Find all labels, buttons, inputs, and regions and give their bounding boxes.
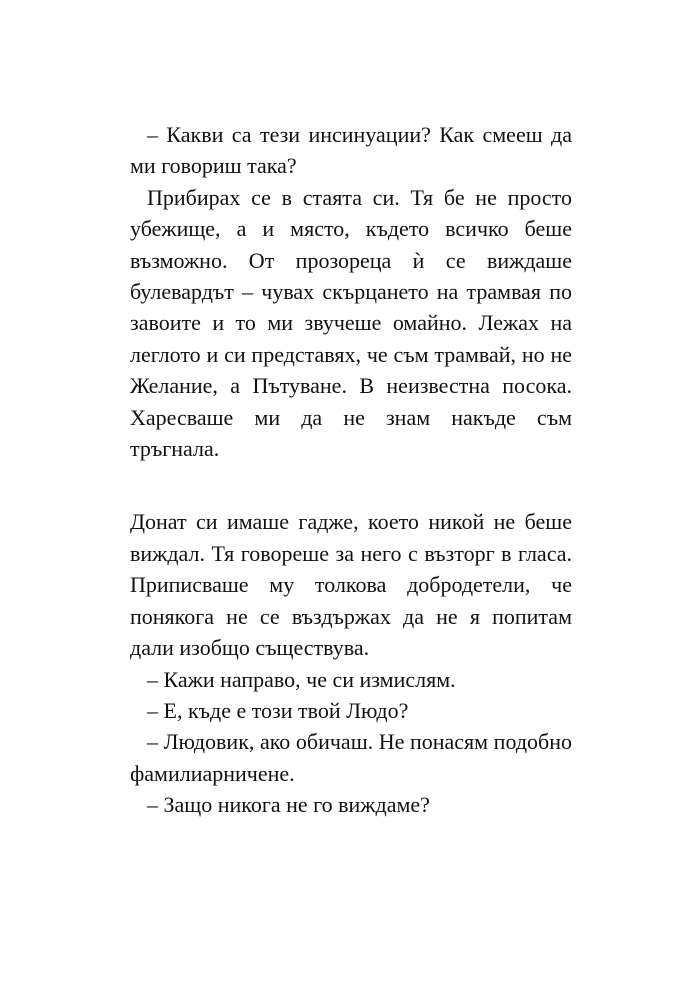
paragraph-donat: Донат си имаше гадже, което никой не беше виждал. Тя говореше за него с възторг в гласа. Приписваше му толкова добродетели, че понякога не се въздържах да не я попитам дали изобщо съществува. xyxy=(130,509,572,661)
paragraph-dialogue-4: – Людовик, ако обичаш. Не понасям подобно фамилиарничене. xyxy=(130,729,572,786)
section-break xyxy=(130,464,572,506)
paragraph-room: Прибирах се в стаята си. Тя бе не просто убежище, а и място, където всичко беше възможно. От прозореца ѝ се виждаше булевардът – чувах скърцането на трамвая по завоите и то ми звучеше омайно. Лежах на леглото и си представях, че съм трамвай, но не Желание, а Пътуване. В неизвестна посока. Харесваше ми да не знам накъде съм тръгнала. xyxy=(130,184,572,462)
paragraph-dialogue-1: – Какви са тези инсинуации? Как смееш да ми говориш така? xyxy=(130,122,572,179)
paragraph-dialogue-5: – Защо никога не го виждаме? xyxy=(147,792,430,818)
book-page xyxy=(130,119,572,821)
paragraph-dialogue-3: – Е, къде е този твой Людо? xyxy=(147,697,409,723)
paragraph-dialogue-2: – Кажи направо, че си измислям. xyxy=(147,666,456,692)
